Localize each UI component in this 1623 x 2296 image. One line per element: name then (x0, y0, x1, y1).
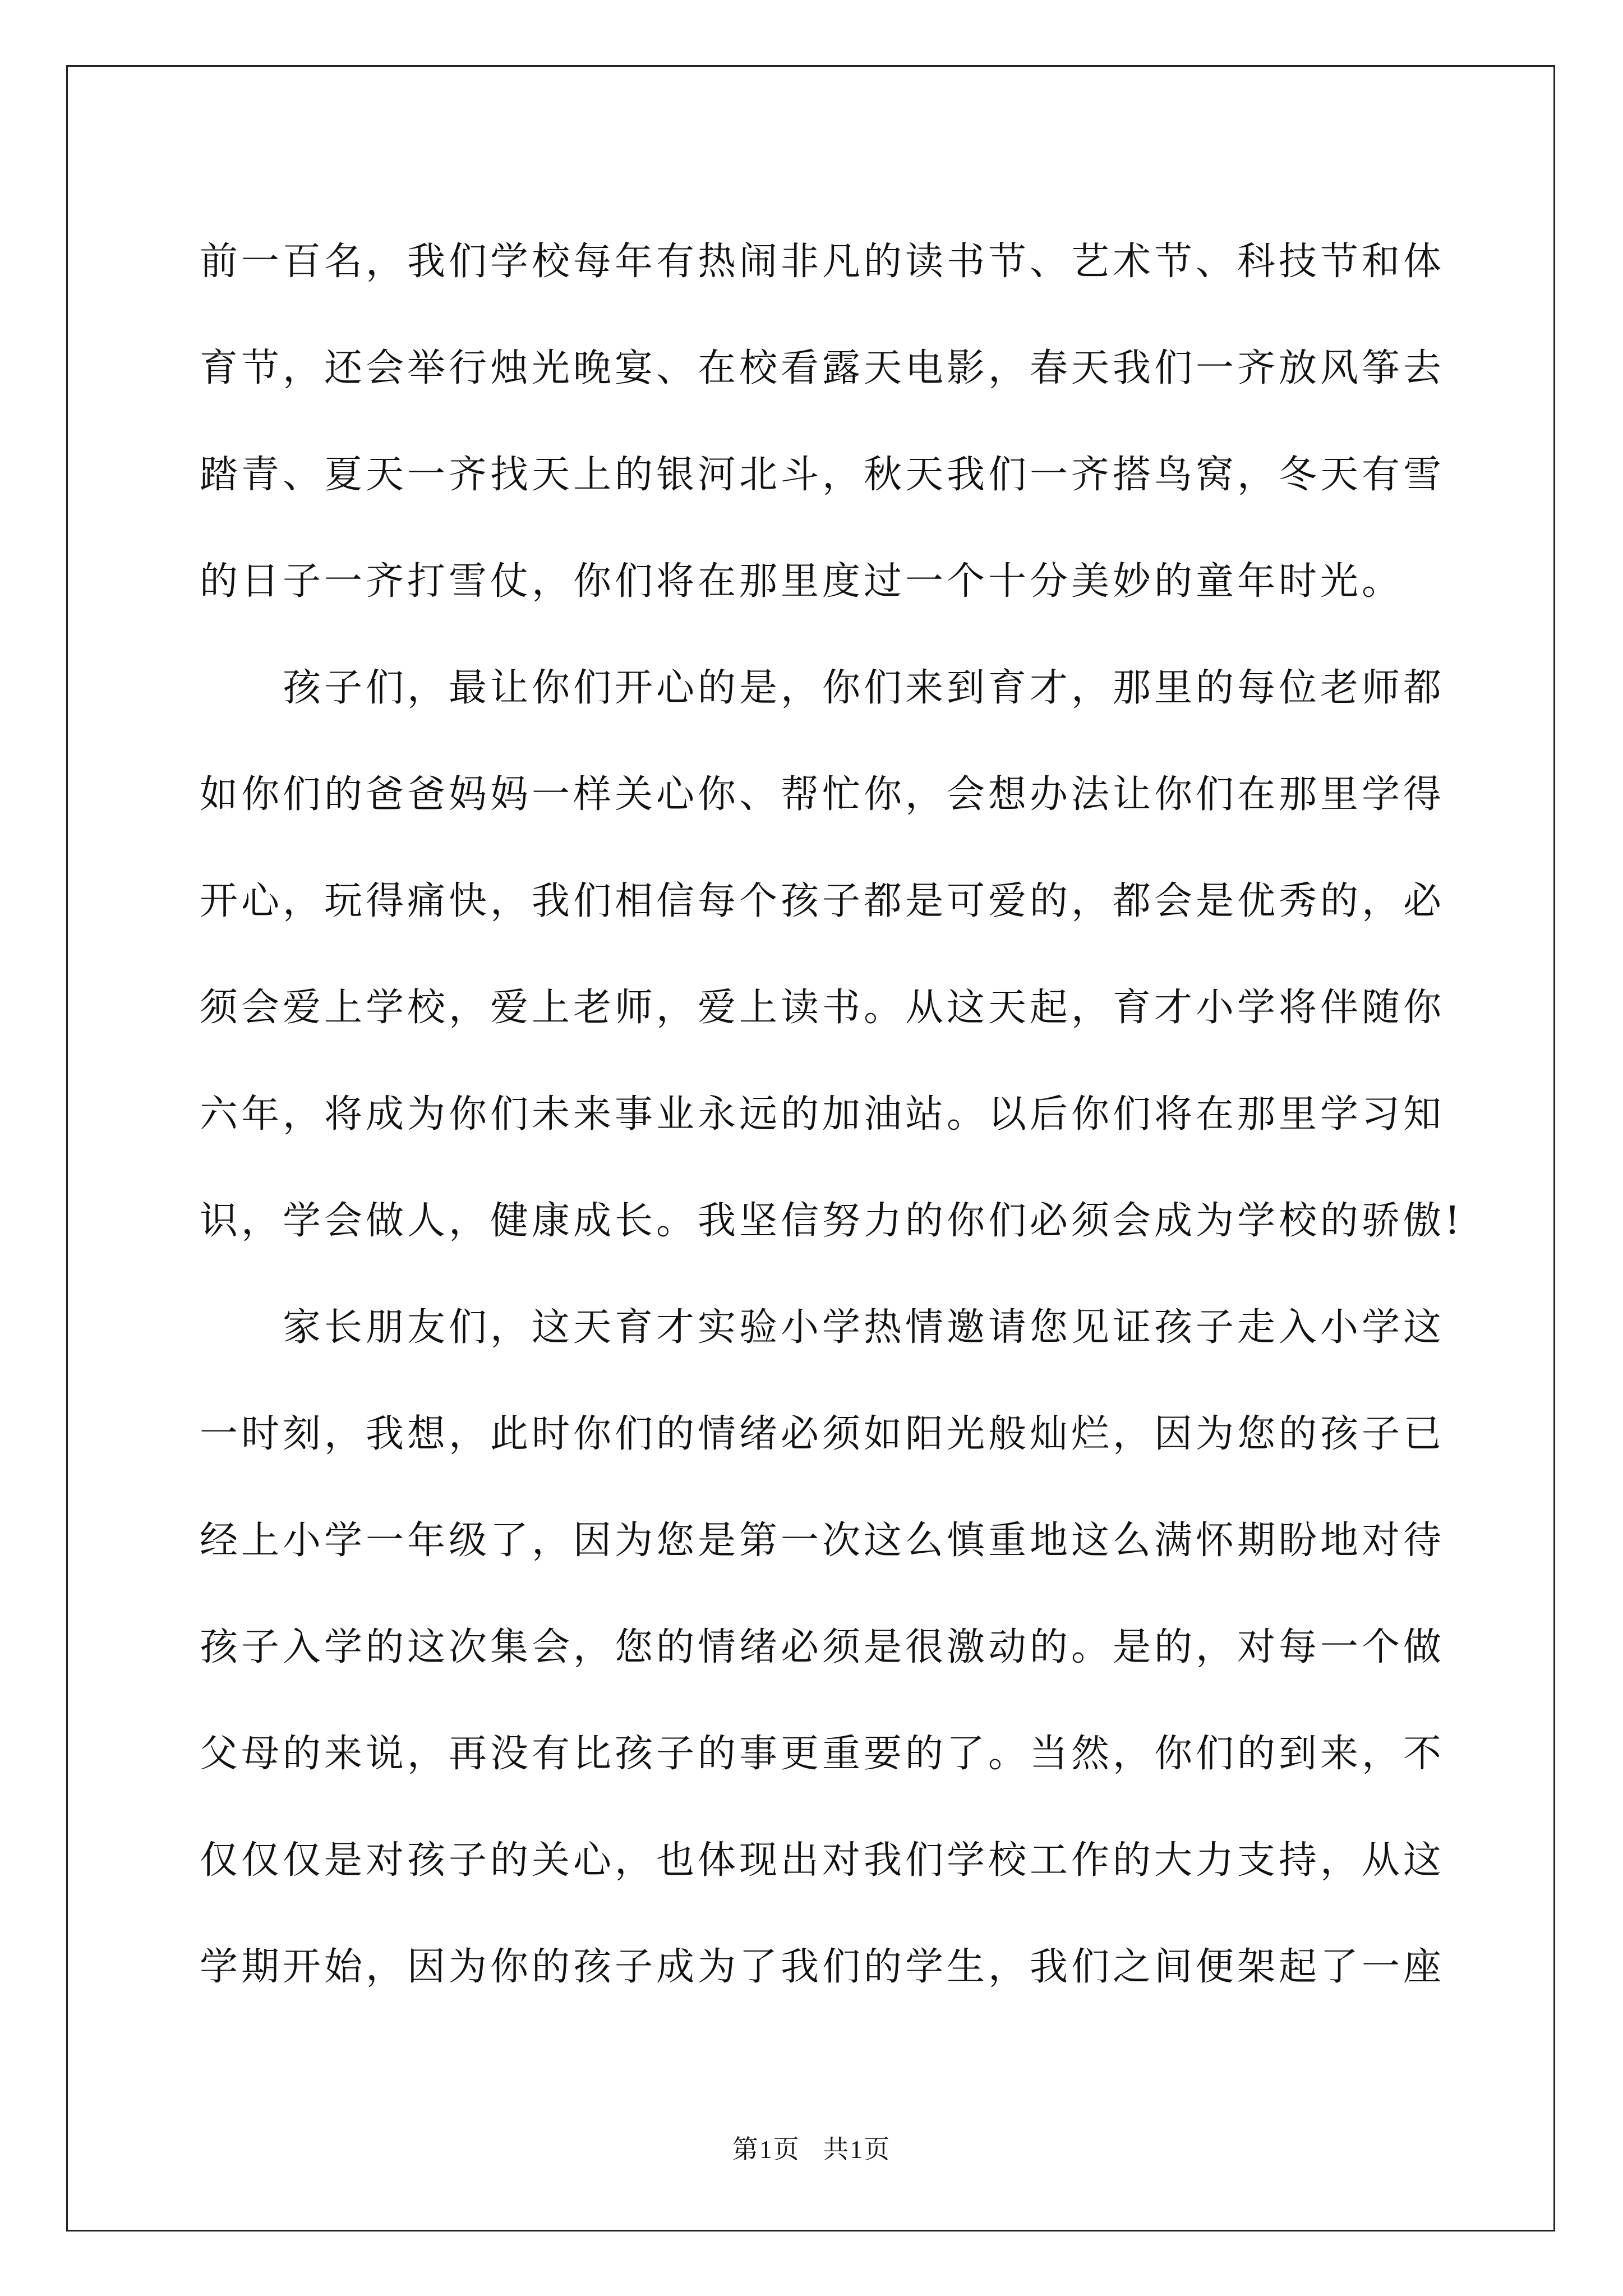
text-line-4: 的日子一齐打雪仗，你们将在那里度过一个十分美妙的童年时光。 (200, 559, 1404, 604)
text-line-9: 六年，将成为你们未来事业永远的加油站。以后你们将在那里学习知 (200, 1092, 1445, 1137)
footer-spacer (800, 2135, 823, 2164)
text-line-1: 前一百名，我们学校每年有热闹非凡的读书节、艺术节、科技节和体 (200, 240, 1445, 284)
text-line-5: 孩子们，最让你们开心的是，你们来到育才，那里的每位老师都 (283, 666, 1445, 710)
text-line-17: 学期开始，因为你的孩子成为了我们的学生，我们之间便架起了一座 (200, 1945, 1445, 1989)
text-line-10: 识，学会做人，健康成长。我坚信努力的你们必须会成为学校的骄傲! (200, 1199, 1464, 1243)
text-line-14: 孩子入学的这次集会，您的情绪必须是很激动的。是的，对每一个做 (200, 1625, 1445, 1669)
text-line-3: 踏青、夏天一齐找天上的银河北斗，秋天我们一齐搭鸟窝，冬天有雪 (200, 453, 1445, 497)
text-line-2: 育节，还会举行烛光晚宴、在校看露天电影，春天我们一齐放风筝去 (200, 346, 1445, 390)
text-line-11: 家长朋友们，这天育才实验小学热情邀请您见证孩子走入小学这 (283, 1305, 1445, 1350)
page-footer (0, 2129, 1623, 2166)
text-line-6: 如你们的爸爸妈妈一样关心你、帮忙你，会想办法让你们在那里学得 (200, 772, 1445, 817)
document-body (200, 209, 1464, 2021)
page-total: 共1页 (823, 2135, 891, 2164)
text-line-15: 父母的来说，再没有比孩子的事更重要的了。当然，你们的到来，不 (200, 1732, 1445, 1776)
text-line-16: 仅仅仅是对孩子的关心，也体现出对我们学校工作的大力支持，从这 (200, 1838, 1445, 1883)
text-line-12: 一时刻，我想，此时你们的情绪必须如阳光般灿烂，因为您的孩子已 (200, 1412, 1445, 1456)
page-number: 第1页 (732, 2135, 800, 2164)
text-line-8: 须会爱上学校，爱上老师，爱上读书。从这天起，育才小学将伴随你 (200, 986, 1445, 1030)
text-line-7: 开心，玩得痛快，我们相信每个孩子都是可爱的，都会是优秀的，必 (200, 879, 1445, 923)
text-line-13: 经上小学一年级了，因为您是第一次这么慎重地这么满怀期盼地对待 (200, 1519, 1445, 1563)
